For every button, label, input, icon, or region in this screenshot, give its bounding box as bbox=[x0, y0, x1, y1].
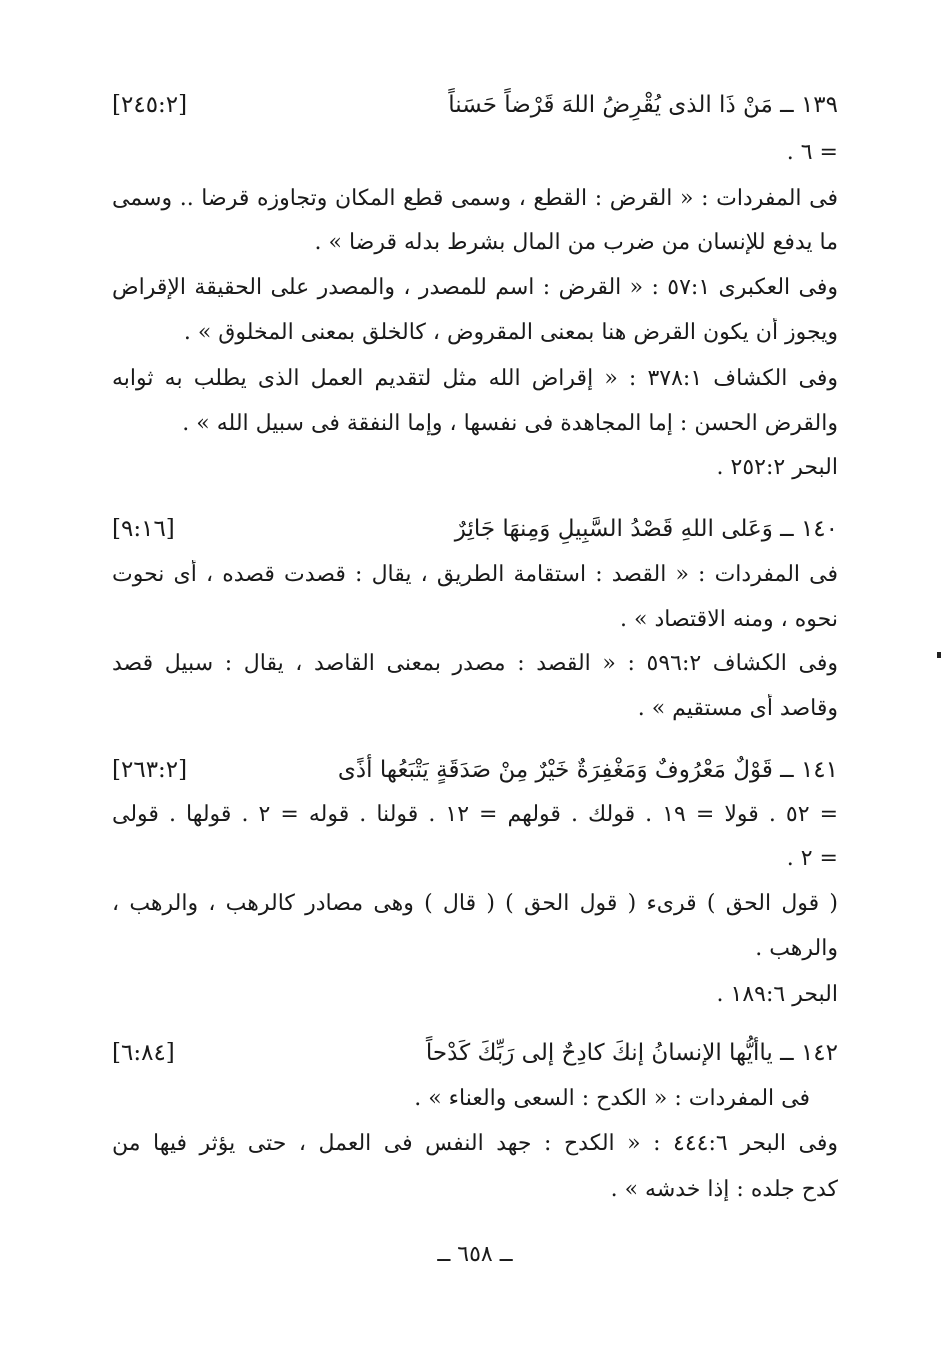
verse-heading-141 bbox=[112, 753, 838, 787]
entry-line: كدح جلده : إذا خدشه » . bbox=[610, 1177, 838, 1202]
verse-heading-142 bbox=[112, 1036, 838, 1070]
entry-line: فى المفردات : « القصد : استقامة الطريق ، يقال : قصدت قصده ، أى نحوت bbox=[112, 562, 838, 587]
entry-source: البحر ١٨٩:٦ . bbox=[716, 982, 838, 1007]
verse-reference: [٦:٨٤] bbox=[112, 1040, 175, 1066]
entry-line: فى المفردات : « الكدح : السعى والعناء » . bbox=[414, 1086, 810, 1111]
entry-line: ما يدفع للإنسان من ضرب من المال بشرط بدله قرضا » . bbox=[314, 230, 838, 255]
entry-line: فى المفردات : « القرض : القطع ، وسمى قطع المكان وتجاوزه قرضا .. وسمى bbox=[112, 186, 838, 211]
entry-line: = ٢ . bbox=[786, 846, 838, 871]
entry-line: ( قول الحق ) قرىء ( قول الحق ) ( قال ) وهى مصادر كالرهب ، والرهب ، bbox=[112, 891, 838, 916]
verse-text: ١٤٢ ــ ياأيُّها الإنسانُ إنكَ كادِحٌ إلى رَبِّكَ كَدْحاً bbox=[425, 1040, 838, 1066]
entry-line: = ٥٢ . قولا = ١٩ . قولك . قولهم = ١٢ . قولنا . قوله = ٢ . قولها . قولى bbox=[112, 802, 838, 827]
verse-heading-139 bbox=[112, 88, 838, 122]
entry-line: وقاصد أى مستقيم » . bbox=[637, 696, 838, 721]
entry-line: والرهب . bbox=[755, 936, 838, 961]
verse-heading-140 bbox=[112, 512, 838, 546]
entry-line: = ٦ . bbox=[786, 140, 838, 165]
scan-speck bbox=[937, 652, 941, 658]
entry-line: وفى الكشاف ٥٩٦:٢ : « القصد : مصدر بمعنى القاصد ، يقال : سبيل قصد bbox=[112, 651, 838, 676]
verse-text: ١٣٩ ــ مَنْ ذَا الذى يُقْرِضُ اللهَ قَرْضاً حَسَناً bbox=[448, 92, 838, 118]
verse-text: ١٤١ ــ قَوْلٌ مَعْرُوفٌ وَمَغْفِرَةٌ خَيْرٌ مِنْ صَدَقَةٍ يَتْبَعُها أذًى bbox=[337, 757, 838, 783]
verse-text: ١٤٠ ــ وَعَلى اللهِ قَصْدُ السَّبِيلِ وَمِنهَا جَائِرٌ bbox=[454, 516, 838, 542]
entry-source: البحر ٢٥٢:٢ . bbox=[716, 455, 838, 480]
entry-line: والقرض الحسن : إما المجاهدة فى نفسها ، وإما النفقة فى سبيل الله » . bbox=[182, 411, 838, 436]
page-number: ــ ٦٥٨ ــ bbox=[437, 1242, 513, 1267]
entry-line: وفى العكبرى ٥٧:١ : « القرض : اسم للمصدر ، والمصدر على الحقيقة الإقراض bbox=[112, 275, 838, 300]
verse-reference: [٢٤٥:٢] bbox=[112, 92, 188, 118]
entry-line: نحوه ، ومنه الاقتصاد » . bbox=[620, 607, 838, 632]
entry-line: وفى البحر ٤٤٤:٦ : « الكدح : جهد النفس فى العمل ، حتى يؤثر فيها من bbox=[112, 1131, 838, 1156]
entry-line: ويجوز أن يكون القرض هنا بمعنى المقروض ، كالخلق بمعنى المخلوق » . bbox=[183, 320, 838, 345]
entry-line: وفى الكشاف ٣٧٨:١ : « إقراض الله مثل لتقديم العمل الذى يطلب به ثوابه bbox=[112, 366, 838, 391]
verse-reference: [٩:١٦] bbox=[112, 516, 175, 542]
verse-reference: [٢٦٣:٢] bbox=[112, 757, 188, 783]
